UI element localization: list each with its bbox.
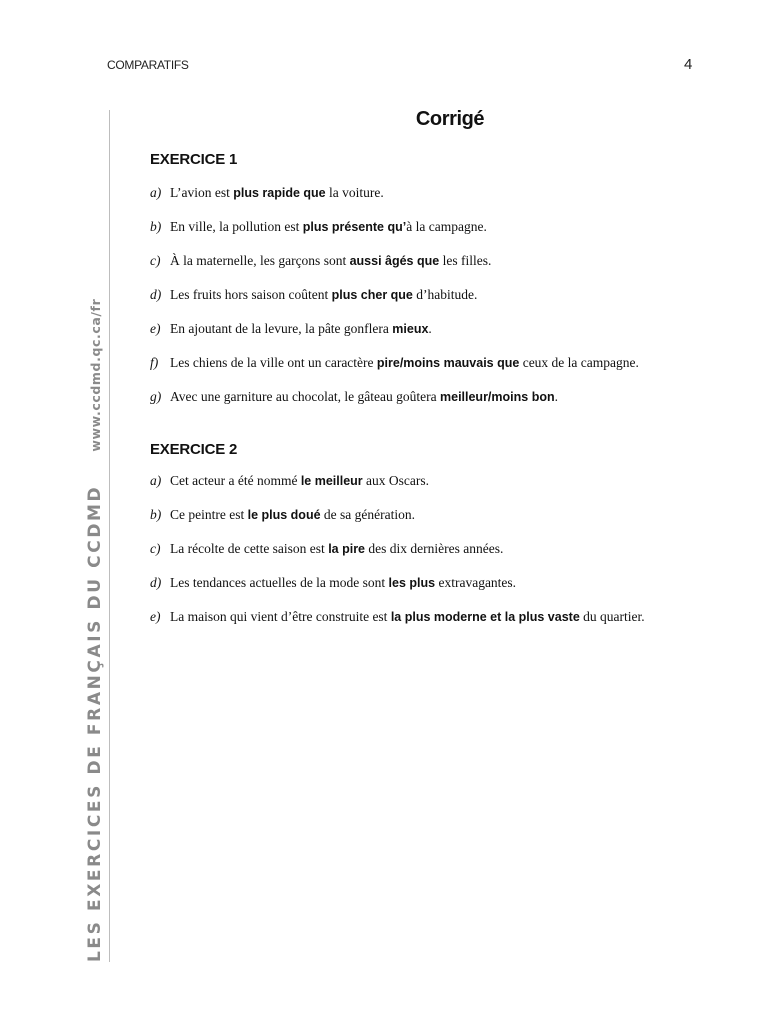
answer-text-before: Les tendances actuelles de la mode sont [170,575,389,590]
answer-text-before: Cet acteur a été nommé [170,473,301,488]
answer-text-before: Ce peintre est [170,507,248,522]
answer-text-before: Les chiens de la ville ont un caractère [170,355,377,370]
answer-item [150,252,639,286]
answer-letter: e) [150,321,161,336]
answer-item [150,540,645,574]
answer-highlight: les plus [388,576,436,590]
answer-letter: d) [150,287,162,302]
answer-highlight: plus présente qu’ [302,220,407,234]
answer-letter: c) [150,541,161,556]
answer-highlight: mieux [392,322,429,336]
answer-letter: b) [150,507,162,522]
answer-highlight: le meilleur [300,474,363,488]
answer-item [150,608,645,642]
answer-highlight: la plus moderne et la plus vaste [390,610,580,624]
exercise-1-answers [150,184,639,422]
answer-highlight: la pire [328,542,366,556]
answer-item [150,286,639,320]
answer-highlight: plus rapide que [233,186,326,200]
answer-text-after: d’habitude. [412,287,478,302]
answer-letter: g) [150,389,162,404]
answer-text-before: La récolte de cette saison est [170,541,329,556]
answer-text-after: à la campagne. [406,219,487,234]
side-banner [85,299,105,962]
answer-text-before: En ville, la pollution est [170,219,303,234]
answer-text-before: En ajoutant de la levure, la pâte gonflera [170,321,393,336]
answer-highlight: plus cher que [331,288,413,302]
answer-text-after: aux Oscars. [362,473,430,488]
answer-letter: b) [150,219,162,234]
exercise-2-title: EXERCICE 2 [150,441,238,458]
answer-text-after: ceux de la campagne. [519,355,639,370]
answer-text-before: À la maternelle, les garçons sont [170,253,350,268]
answer-text-after: la voiture. [325,185,384,200]
exercise-2-answers [150,472,645,642]
answer-text-before: Avec une garniture au chocolat, le gâteau goûtera [170,389,440,404]
answer-text-before: L’avion est [170,185,234,200]
answer-letter: a) [150,473,162,488]
answer-item [150,320,639,354]
answer-highlight: meilleur/moins bon [440,390,555,404]
page-number: 4 [684,56,693,73]
answer-item [150,218,639,252]
answer-item [150,354,639,388]
answer-letter: c) [150,253,161,268]
answer-text-before: Les fruits hors saison coûtent [170,287,332,302]
answer-item [150,184,639,218]
page-title: Corrigé [415,108,485,130]
answer-highlight: le plus doué [247,508,321,522]
answer-item [150,472,645,506]
answer-text-after: . [554,389,558,404]
answer-letter: f) [150,355,159,370]
answer-text-before: La maison qui vient d’être construite est [170,609,391,624]
answer-item [150,388,639,422]
series-name: LES EXERCICES DE FRANÇAIS DU CCDMD [85,484,105,962]
running-head: COMPARATIFS [107,58,189,72]
answer-letter: d) [150,575,162,590]
website-url: www.ccdmd.qc.ca/fr [88,298,103,452]
answer-item [150,506,645,540]
exercise-1-title: EXERCICE 1 [150,151,238,168]
answer-text-after: . [428,321,432,336]
margin-rule [109,110,110,962]
answer-letter: e) [150,609,161,624]
answer-text-after: du quartier. [579,609,645,624]
answer-text-after: des dix dernières années. [365,541,504,556]
answer-text-after: de sa génération. [320,507,416,522]
answer-text-after: les filles. [439,253,492,268]
answer-highlight: aussi âgés que [349,254,440,268]
answer-item [150,574,645,608]
answer-highlight: pire/moins mauvais que [376,356,520,370]
answer-letter: a) [150,185,162,200]
answer-text-after: extravagantes. [435,575,517,590]
